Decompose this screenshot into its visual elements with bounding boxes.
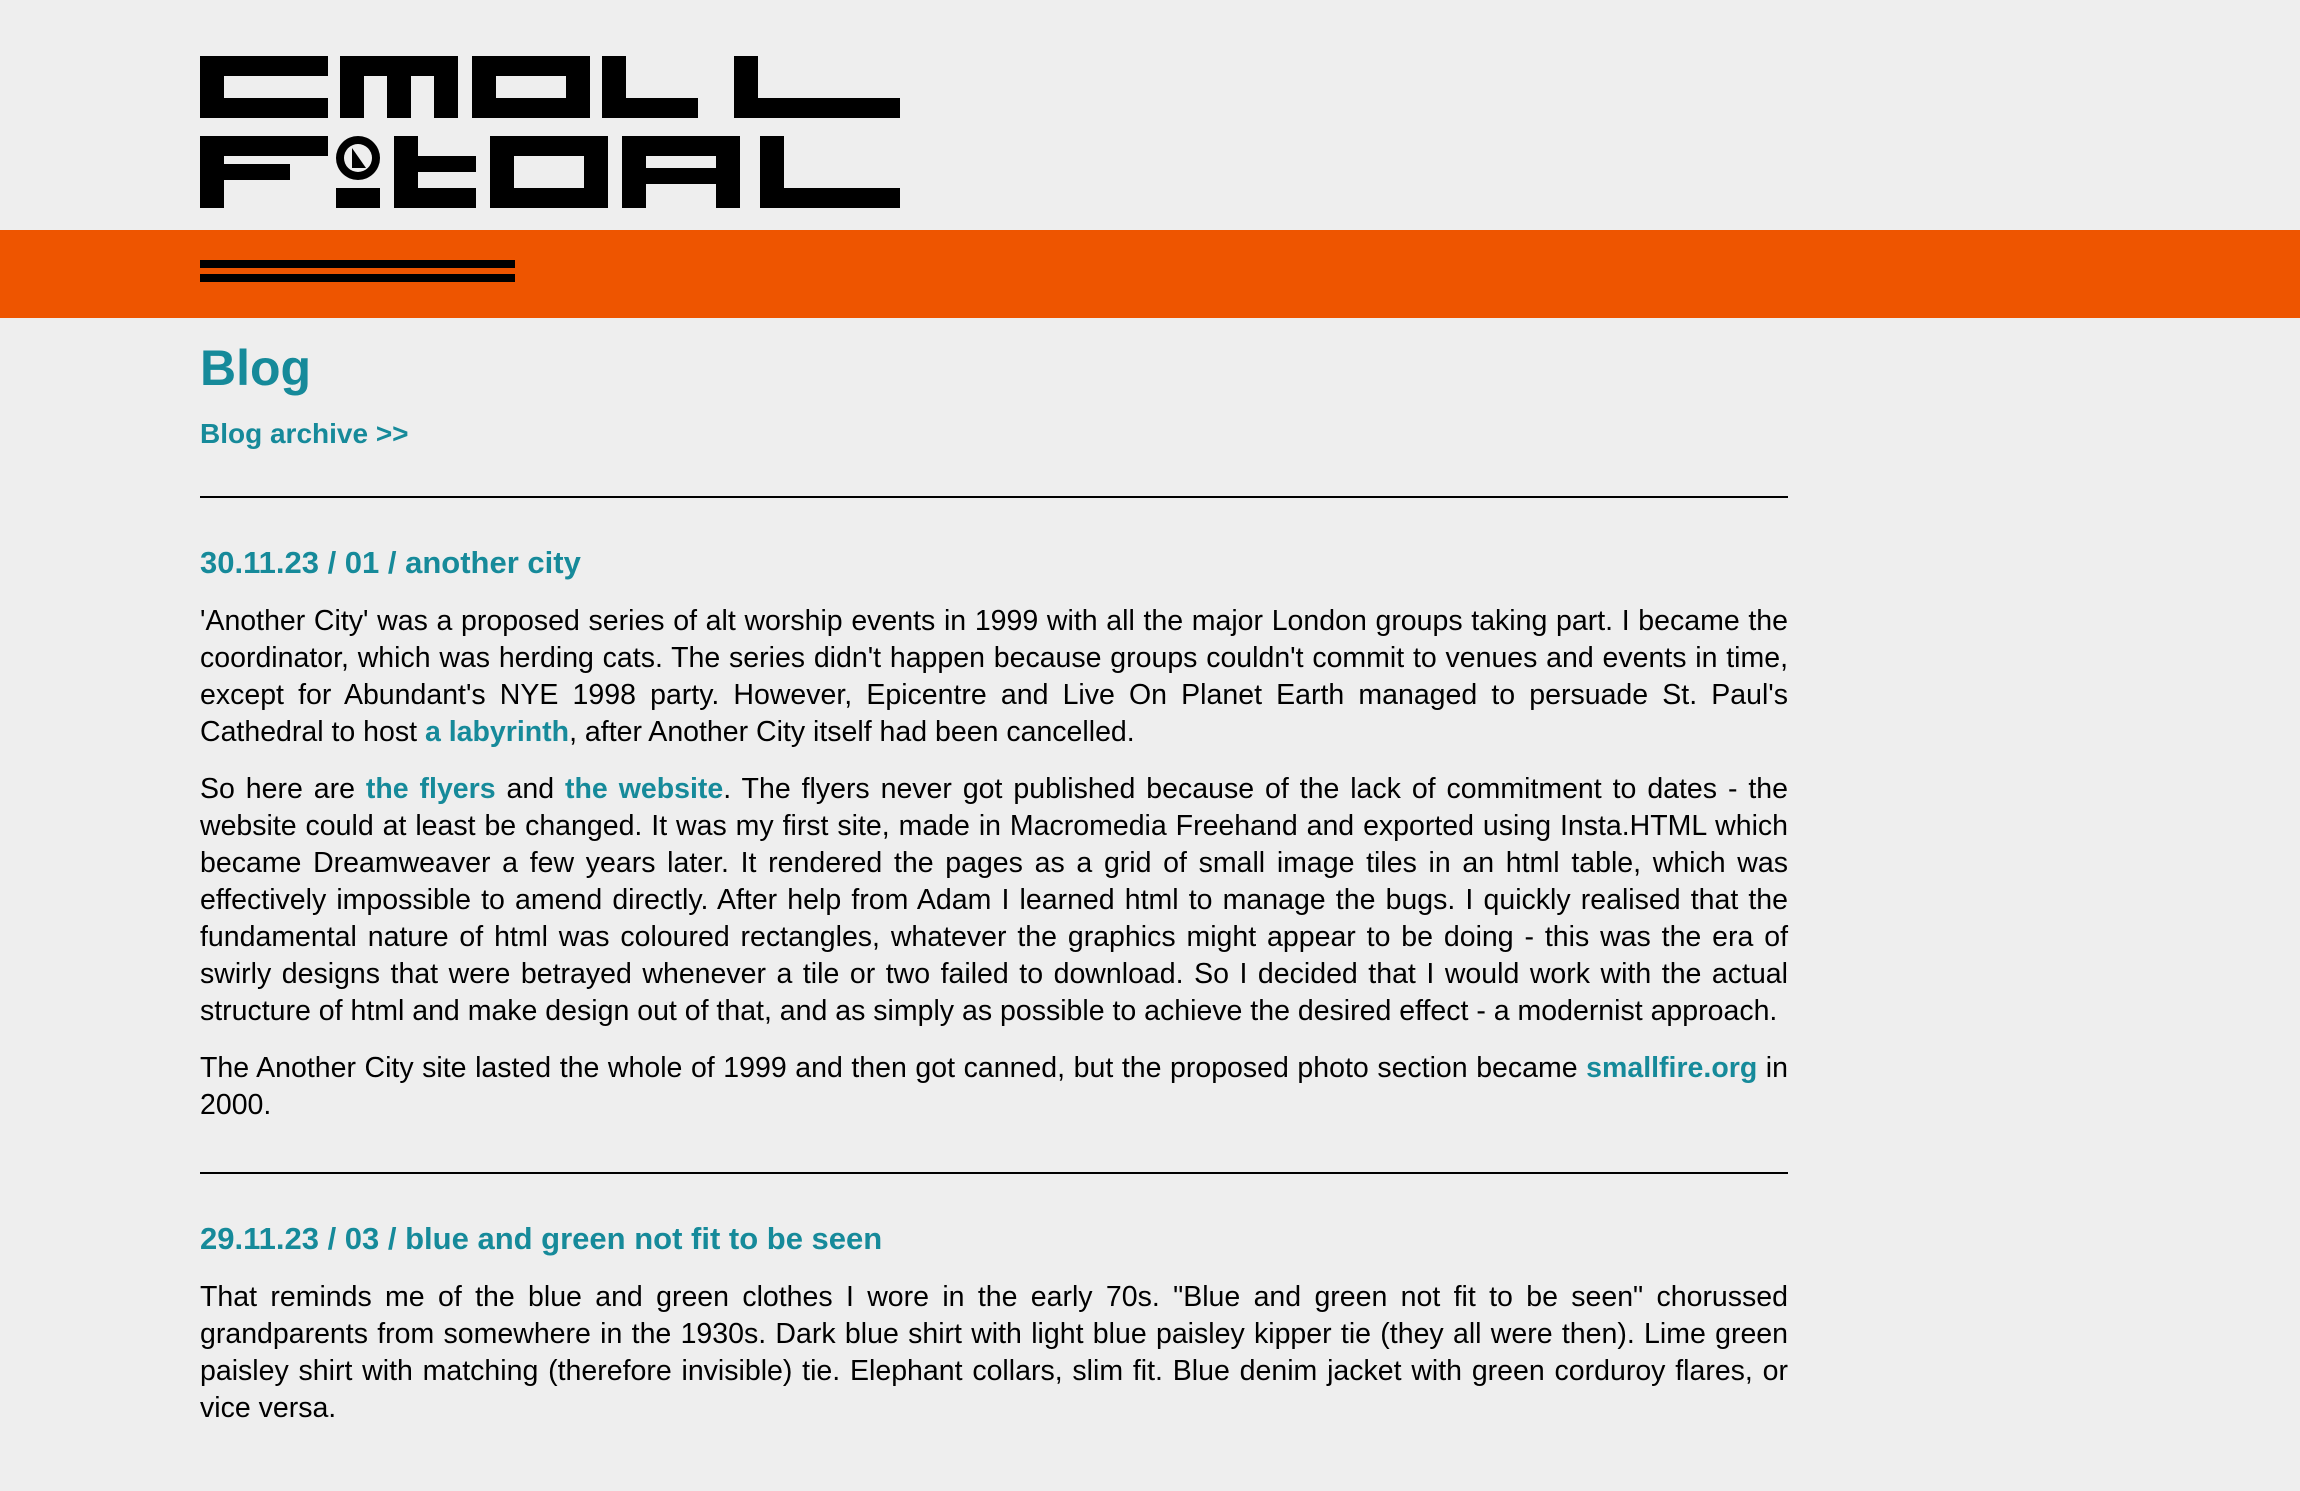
post-text: , after Another City itself had been cancelled. (569, 716, 1135, 749)
post-title: 29.11.23 / 03 / blue and green not fit to be seen (200, 1221, 883, 1257)
blog-post (200, 1174, 1788, 1427)
post-paragraph (200, 1279, 1788, 1427)
smallfire-link[interactable]: smallfire.org (1586, 1052, 1758, 1085)
menu-bars-icon[interactable] (200, 260, 515, 288)
post-paragraph (200, 603, 1788, 751)
post-text: The Another City site lasted the whole of 1999 and then got canned, but the proposed photo section became (200, 1052, 1587, 1085)
blog-archive-link[interactable]: Blog archive >> (200, 418, 409, 449)
post-paragraph (200, 771, 1788, 1030)
site-header (0, 0, 2300, 230)
blog-post (200, 498, 1788, 1124)
post-text: That reminds me of the blue and green clothes I wore in the early 70s. "Blue and green not fit to be seen" chorussed grandparents from somewhere in the 1930s. Dark blue shirt with light blue paisley kipper tie (they all were then). Lime green paisley shirt with matching (therefore invisible) tie. Elephant collars, slim fit. Blue denim jacket with green corduroy flares, or vice versa. (200, 1281, 1788, 1425)
post-title: 30.11.23 / 01 / another city (200, 545, 581, 580)
post-gap (200, 1144, 1788, 1172)
post-text: in 2000. (200, 1052, 1788, 1122)
website-link[interactable]: the website (565, 773, 724, 806)
labyrinth-link[interactable]: a labyrinth (424, 716, 570, 749)
post-text: So here are (200, 773, 366, 806)
menu-bar-line (200, 260, 515, 268)
flyers-link[interactable]: the flyers (365, 773, 496, 806)
page-title: Blog (200, 340, 312, 396)
post-text: 'Another City' was a proposed series of alt worship events in 1999 with all the major London groups taking part. I became the coordinator, which was herding cats. The series didn't happen because groups couldn't commit to venues and events in time, except for Abundant's NYE 1998 party. However, Epicentre and Live On Planet Earth managed to persuade St. Paul's Cathedral to host (200, 605, 1788, 749)
main-content (200, 318, 1788, 1447)
post-text: and (495, 773, 566, 806)
site-logo[interactable] (200, 56, 900, 208)
post-text: . The flyers never got published because of the lack of commitment to dates - the website could at least be changed. It was my first site, made in Macromedia Freehand and exported using Insta.HTML which became Dreamweaver a few years later. It rendered the pages as a grid of small image tiles in an html table, which was effectively impossible to amend directly. After help from Adam I learned html to manage the bugs. I quickly realised that the fundamental nature of html was coloured rectangles, whatever the graphics might appear to be doing - this was the era of swirly designs that were betrayed whenever a tile or two failed to download. So I decided that I would work with the actual structure of html and make design out of that, and as simply as possible to achieve the desired effect - a modernist approach. (200, 773, 1788, 1028)
post-paragraph (200, 1050, 1788, 1124)
menu-bar-line (200, 274, 515, 282)
